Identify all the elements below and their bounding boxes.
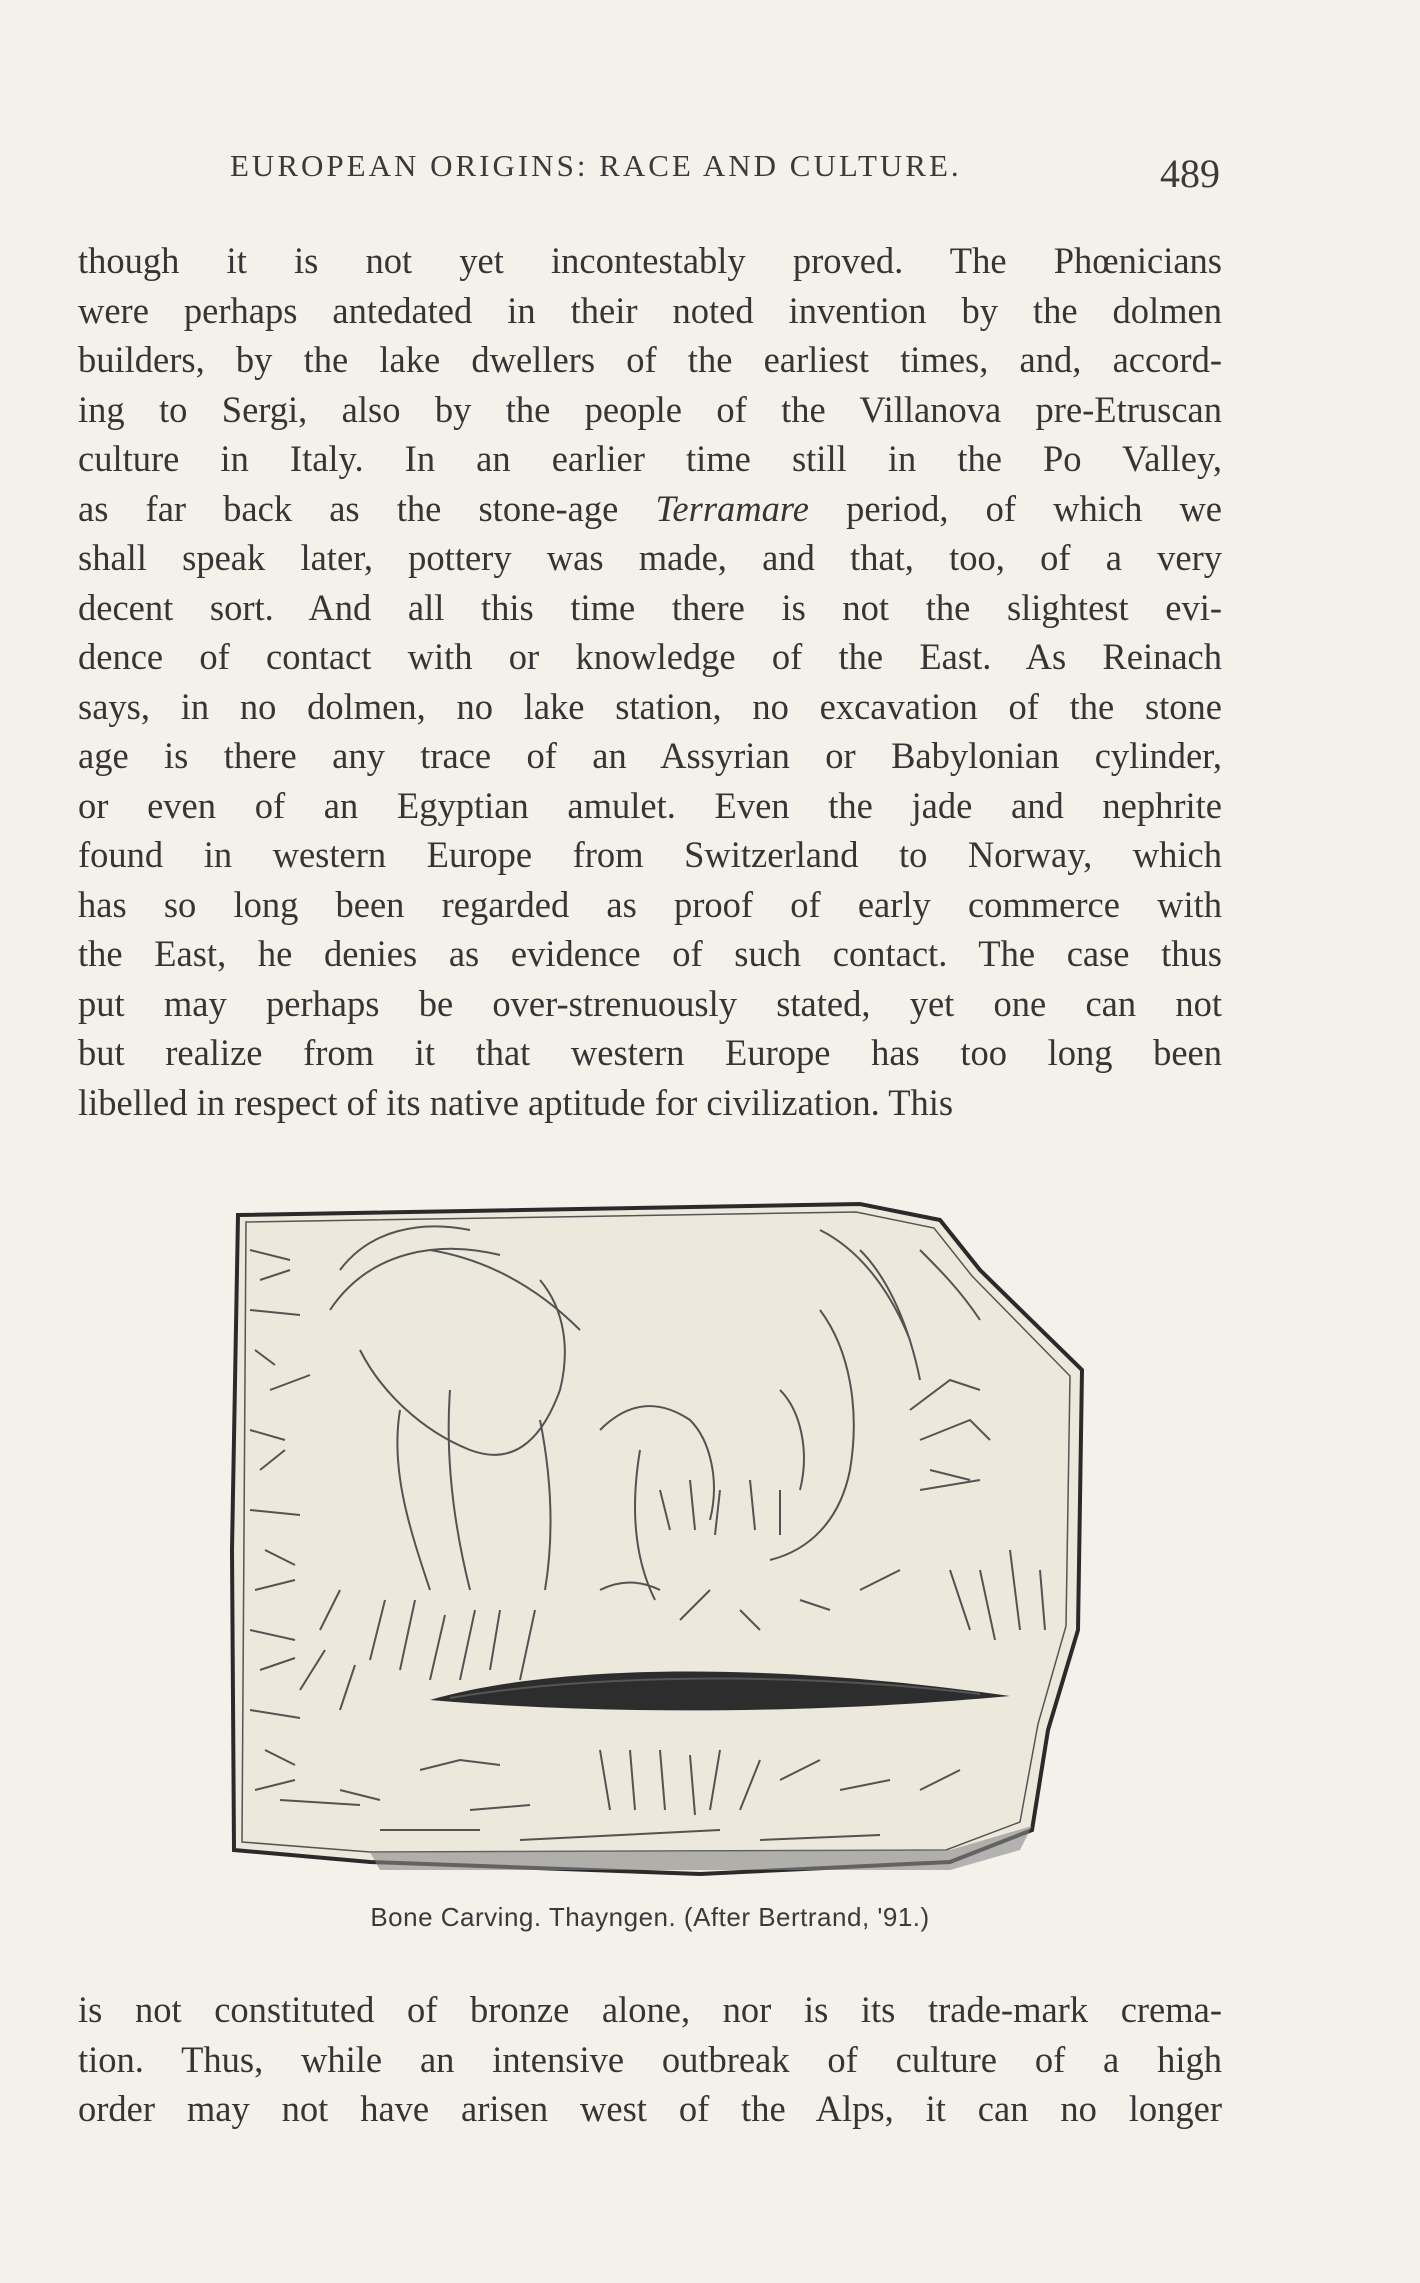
text-line: found in western Europe from Switzerland to Norway, which <box>78 834 1222 875</box>
italic-term: Terramare <box>655 487 809 529</box>
text-line: though it is not yet incontestably proved. The Phœnicians <box>78 240 1222 281</box>
text-line: builders, by the lake dwellers of the earliest times, and, accord- <box>78 339 1222 380</box>
text-line: says, in no dolmen, no lake station, no excavation of the stone <box>78 685 1222 727</box>
text-line: libelled in respect of its native aptitude for civilization. This <box>78 1081 954 1123</box>
body-text-bottom <box>78 1985 1222 2134</box>
text-segment: as far back as the stone-age <box>78 487 619 529</box>
text-line: has so long been regarded as proof of early commerce with <box>78 883 1222 925</box>
text-line: put may perhaps be over-strenuously stated, yet one can not <box>78 982 1222 1024</box>
text-line: decent sort. And all this time there is not the slightest evi- <box>78 586 1222 628</box>
text-line: order may not have arisen west of the Alps, it can no longer <box>78 2088 1222 2129</box>
text-line: shall speak later, pottery was made, and that, too, of a very <box>78 537 1222 578</box>
bone-carving-illustration <box>220 1190 1100 1890</box>
text-line: were perhaps antedated in their noted invention by the dolmen <box>78 289 1222 331</box>
figure-caption: Bone Carving. Thayngen. (After Bertrand, '91.) <box>370 1902 930 1932</box>
text-line: ing to Sergi, also by the people of the Villanova pre-Etruscan <box>78 388 1222 430</box>
body-text-top <box>78 236 1222 1127</box>
text-line: or even of an Egyptian amulet. Even the jade and nephrite <box>78 784 1222 826</box>
text-line: is not constituted of bronze alone, nor is its trade-mark crema- <box>78 1989 1222 2030</box>
text-line: but realize from it that western Europe has too long been <box>78 1032 1222 1073</box>
text-line: culture in Italy. In an earlier time still in the Po Valley, <box>78 438 1222 479</box>
page-number: 489 <box>1160 151 1220 196</box>
text-line: the East, he denies as evidence of such contact. The case thus <box>78 933 1222 974</box>
text-line <box>78 484 1222 534</box>
text-segment: period, of which we <box>846 487 1223 529</box>
text-line: age is there any trace of an Assyrian or Babylonian cylinder, <box>78 735 1222 776</box>
text-line: tion. Thus, while an intensive outbreak of culture of a high <box>78 2038 1222 2080</box>
running-head: EUROPEAN ORIGINS: RACE AND CULTURE. <box>230 148 962 183</box>
text-line: dence of contact with or knowledge of the East. As Reinach <box>78 636 1222 677</box>
